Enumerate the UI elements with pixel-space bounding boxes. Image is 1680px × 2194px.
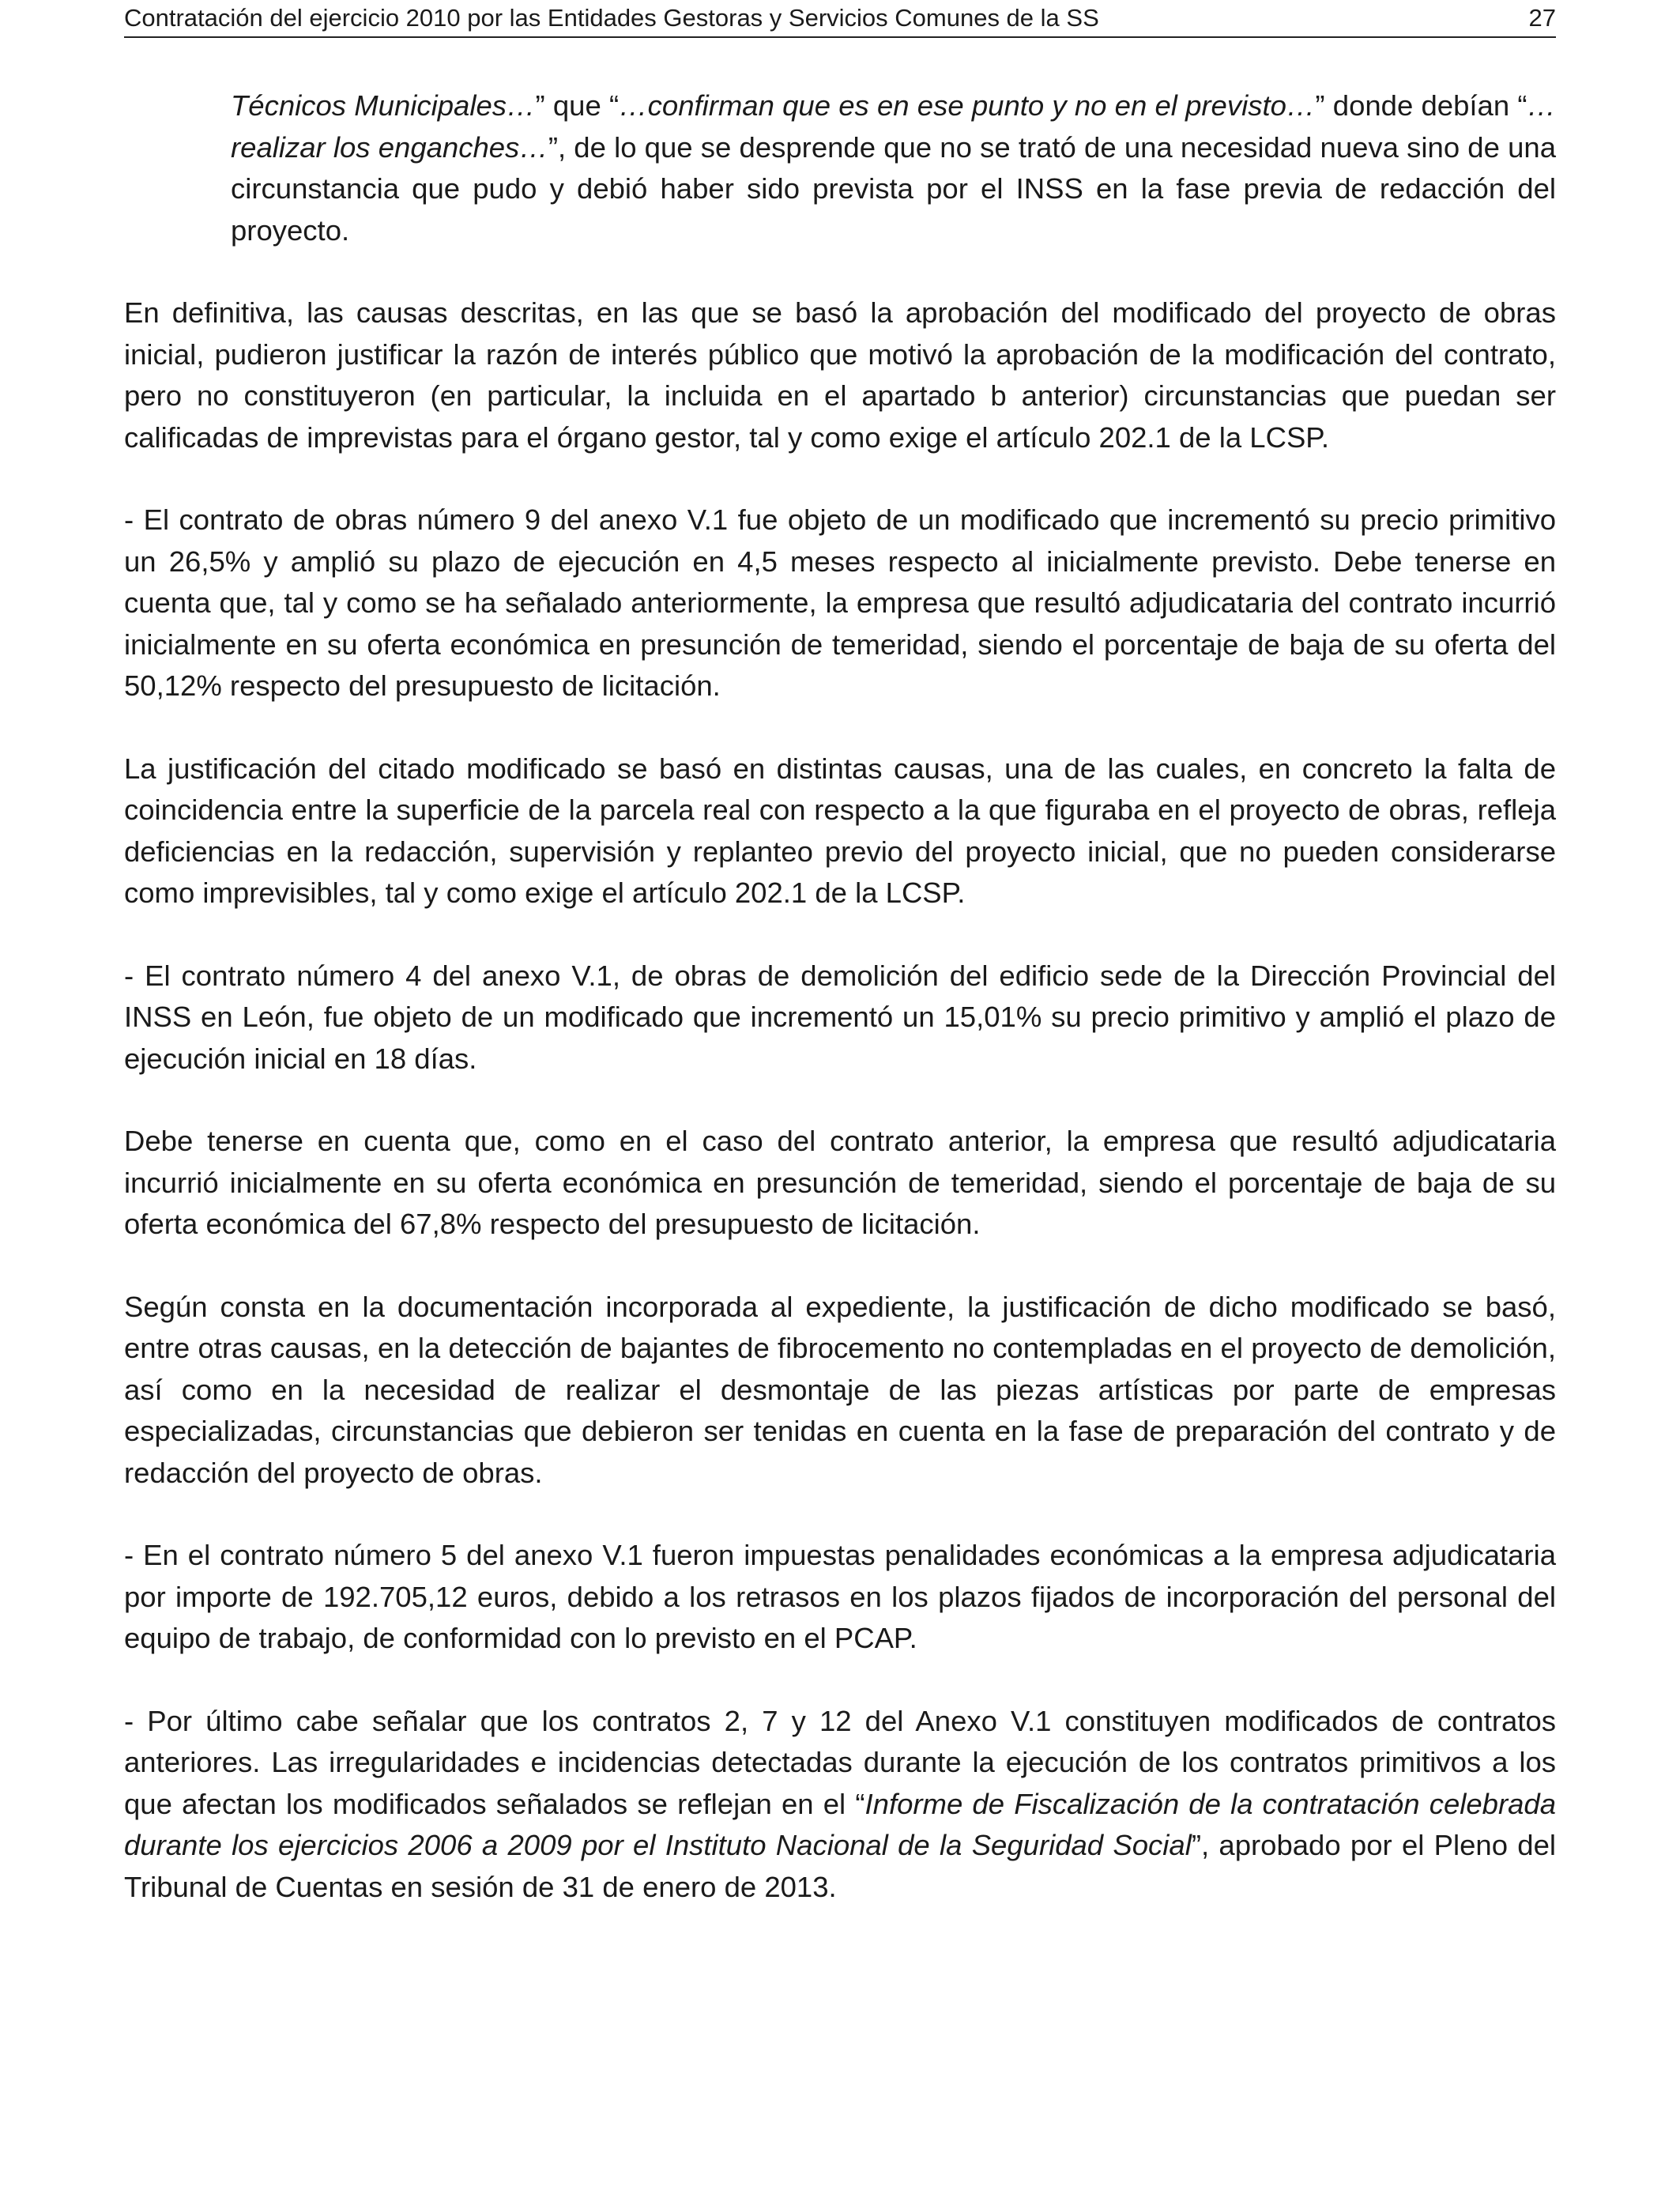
paragraph-contract-9: - El contrato de obras número 9 del anexo V.1 fue objeto de un modificado que incrementó su precio primitivo un 26,5% y amplió su plazo de ejecución en 4,5 meses respecto al inicialmente previsto. Debe tenerse en cuenta que, tal y como se ha señalado anteriormente, la empresa que resultó adjudicataria del contrato incurrió inicialmente en su oferta económica en presunción de temeridad, siendo el porcentaje de baja de su oferta del 50,12% respecto del presupuesto de licitación. [124,503,1556,702]
quote-fragment: …realizar los enganches… [231,89,1556,164]
paragraph-contract-4: - El contrato número 4 del anexo V.1, de obras de demolición del edificio sede de la Dirección Provincial del INSS en León, fue objeto de un modificado que incrementó un 15,01% su precio primitivo y amplió el plazo de ejecución inicial en 18 días. [124,959,1556,1075]
quote-fragment: …confirman que es en ese punto y no en el previsto… [619,89,1316,122]
paragraph-contract-4-temerity: Debe tenerse en cuenta que, como en el caso del contrato anterior, la empresa que resultó adjudicataria incurrió inicialmente en su oferta económica en presunción de temeridad, siendo el porcentaje de baja de su oferta económica del 67,8% respecto del presupuesto de licitación. [124,1125,1556,1240]
text-fragment: - Por último cabe señalar que los contratos 2, 7 y 12 del Anexo V.1 constituyen modificados de contratos anteriores. Las irregularidades e incidencias detectadas durante la ejecución de los contratos primitivos a los que afectan los modificados señalados se reflejan en el “ [124,1704,1556,1820]
page-number: 27 [1528,4,1556,32]
page-header [124,0,1556,38]
text-fragment: ” que “ [535,89,620,122]
text-fragment: ”, de lo que se desprende que no se trató de una necesidad nueva sino de una circunstancia que pudo y debió haber sido prevista por el INSS en la fase previa de redacción del proyecto. [231,130,1556,247]
paragraph-conclusion: En definitiva, las causas descritas, en las que se basó la aprobación del modificado del proyecto de obras inicial, pudieron justificar la razón de interés público que motivó la aprobación de la modificación del contrato, pero no constituyeron (en particular, la incluida en el apartado b anterior) circunstancias que puedan ser calificadas de imprevistas para el órgano gestor, tal y como exige el artículo 202.1 de la LCSP. [124,296,1556,454]
paragraph-quote-continuation [231,85,1556,251]
paragraph-contract-9-justification: La justificación del citado modificado se basó en distintas causas, una de las cuales, en concreto la falta de coincidencia entre la superficie de la parcela real con respecto a la que figuraba en el proyecto de obras, refleja deficiencias en la redacción, supervisión y replanteo previo del proyecto inicial, que no pueden considerarse como imprevisibles, tal y como exige el artículo 202.1 de la LCSP. [124,752,1556,909]
text-fragment: ”, aprobado por el Pleno del Tribunal de Cuentas en sesión de 31 de enero de 2013. [124,1829,1557,1903]
paragraph-contract-5: - En el contrato número 5 del anexo V.1 fueron impuestas penalidades económicas a la empresa adjudicataria por importe de 192.705,12 euros, debido a los retrasos en los plazos fijados de incorporación del personal del equipo de trabajo, de conformidad con lo previsto en el PCAP. [124,1539,1556,1654]
paragraph-contract-4-justification: Según consta en la documentación incorporada al expediente, la justificación de dicho modificado se basó, entre otras causas, en la detección de bajantes de fibrocemento no contempladas en el proyecto de demolición, así como en la necesidad de realizar el desmontaje de las piezas artísticas por parte de empresas especializadas, circunstancias que debieron ser tenidas en cuenta en la fase de preparación del contrato y de redacción del proyecto de obras. [124,1290,1556,1489]
quote-fragment: Técnicos Municipales… [231,89,536,122]
report-title: Informe de Fiscalización de la contratación celebrada durante los ejercicios 2006 a 2009 por el Instituto Nacional de la Seguridad Social [124,1787,1557,1861]
header-title: Contratación del ejercicio 2010 por las Entidades Gestoras y Servicios Comunes de la SS [124,4,1099,32]
document-body [124,85,1556,1908]
paragraph-contracts-2-7-12 [124,1701,1556,1909]
text-fragment: ” donde debían “ [1315,89,1527,122]
